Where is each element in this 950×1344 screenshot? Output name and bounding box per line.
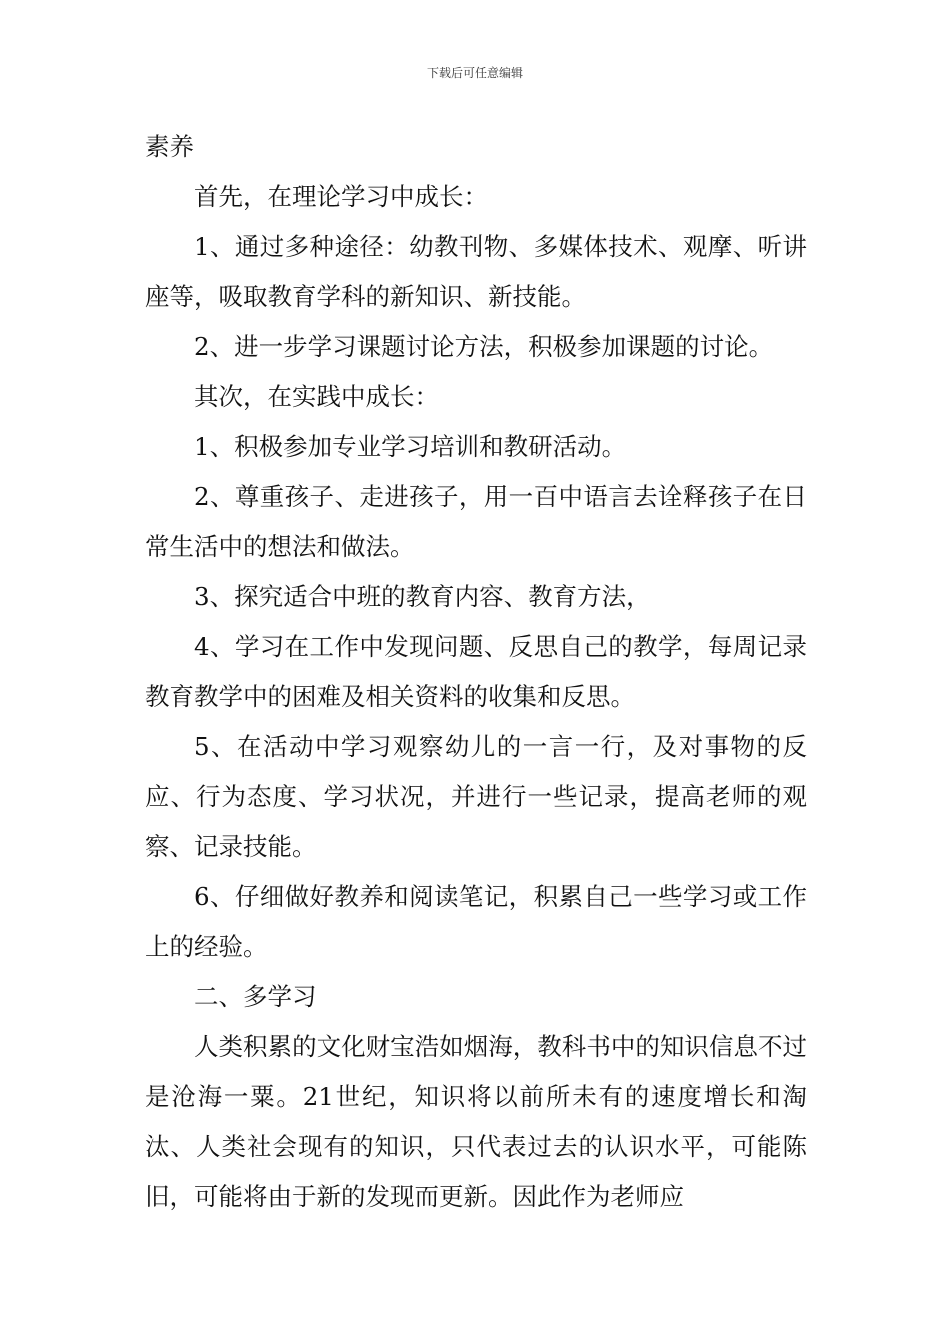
paragraph-theory-item-2: 2、进一步学习课题讨论方法，积极参加课题的讨论。 bbox=[194, 332, 774, 361]
paragraph-heading-theory: 首先，在理论学习中成长： bbox=[194, 182, 488, 211]
paragraph-section-heading: 二、多学习 bbox=[194, 982, 317, 1011]
paragraph-heading-practice: 其次，在实践中成长： bbox=[194, 382, 439, 411]
paragraph-practice-item-5: 5、在活动中学习观察幼儿的一言一行，及对事物的反应、行为态度、学习状况，并进行一些记录，提高老师的观察、记录技能。 bbox=[145, 732, 807, 861]
page-header: 下载后可任意编辑 bbox=[426, 66, 523, 80]
paragraph-practice-item-1: 1、积极参加专业学习培训和教研活动。 bbox=[194, 432, 627, 461]
paragraph-continuation: 素养 bbox=[145, 132, 194, 161]
paragraph-body-text: 人类积累的文化财宝浩如烟海，教科书中的知识信息不过是沧海一粟。21世纪，知识将以前所未有的速度增长和淘汰、人类社会现有的知识，只代表过去的认识水平，可能陈旧，可能将由于新的发现而更新。因此作为老师应 bbox=[145, 1032, 807, 1211]
paragraph-practice-item-2: 2、尊重孩子、走进孩子，用一百中语言去诠释孩子在日常生活中的想法和做法。 bbox=[145, 482, 807, 561]
document-body bbox=[145, 122, 807, 1222]
paragraph-practice-item-4: 4、学习在工作中发现问题、反思自己的教学，每周记录教育教学中的困难及相关资料的收集和反思。 bbox=[145, 632, 807, 711]
paragraph-theory-item-1: 1、通过多种途径：幼教刊物、多媒体技术、观摩、听讲座等，吸取教育学科的新知识、新技能。 bbox=[145, 232, 807, 311]
paragraph-practice-item-3: 3、探究适合中班的教育内容、教育方法， bbox=[194, 582, 651, 611]
paragraph-practice-item-6: 6、仔细做好教养和阅读笔记，积累自己一些学习或工作上的经验。 bbox=[145, 882, 807, 961]
